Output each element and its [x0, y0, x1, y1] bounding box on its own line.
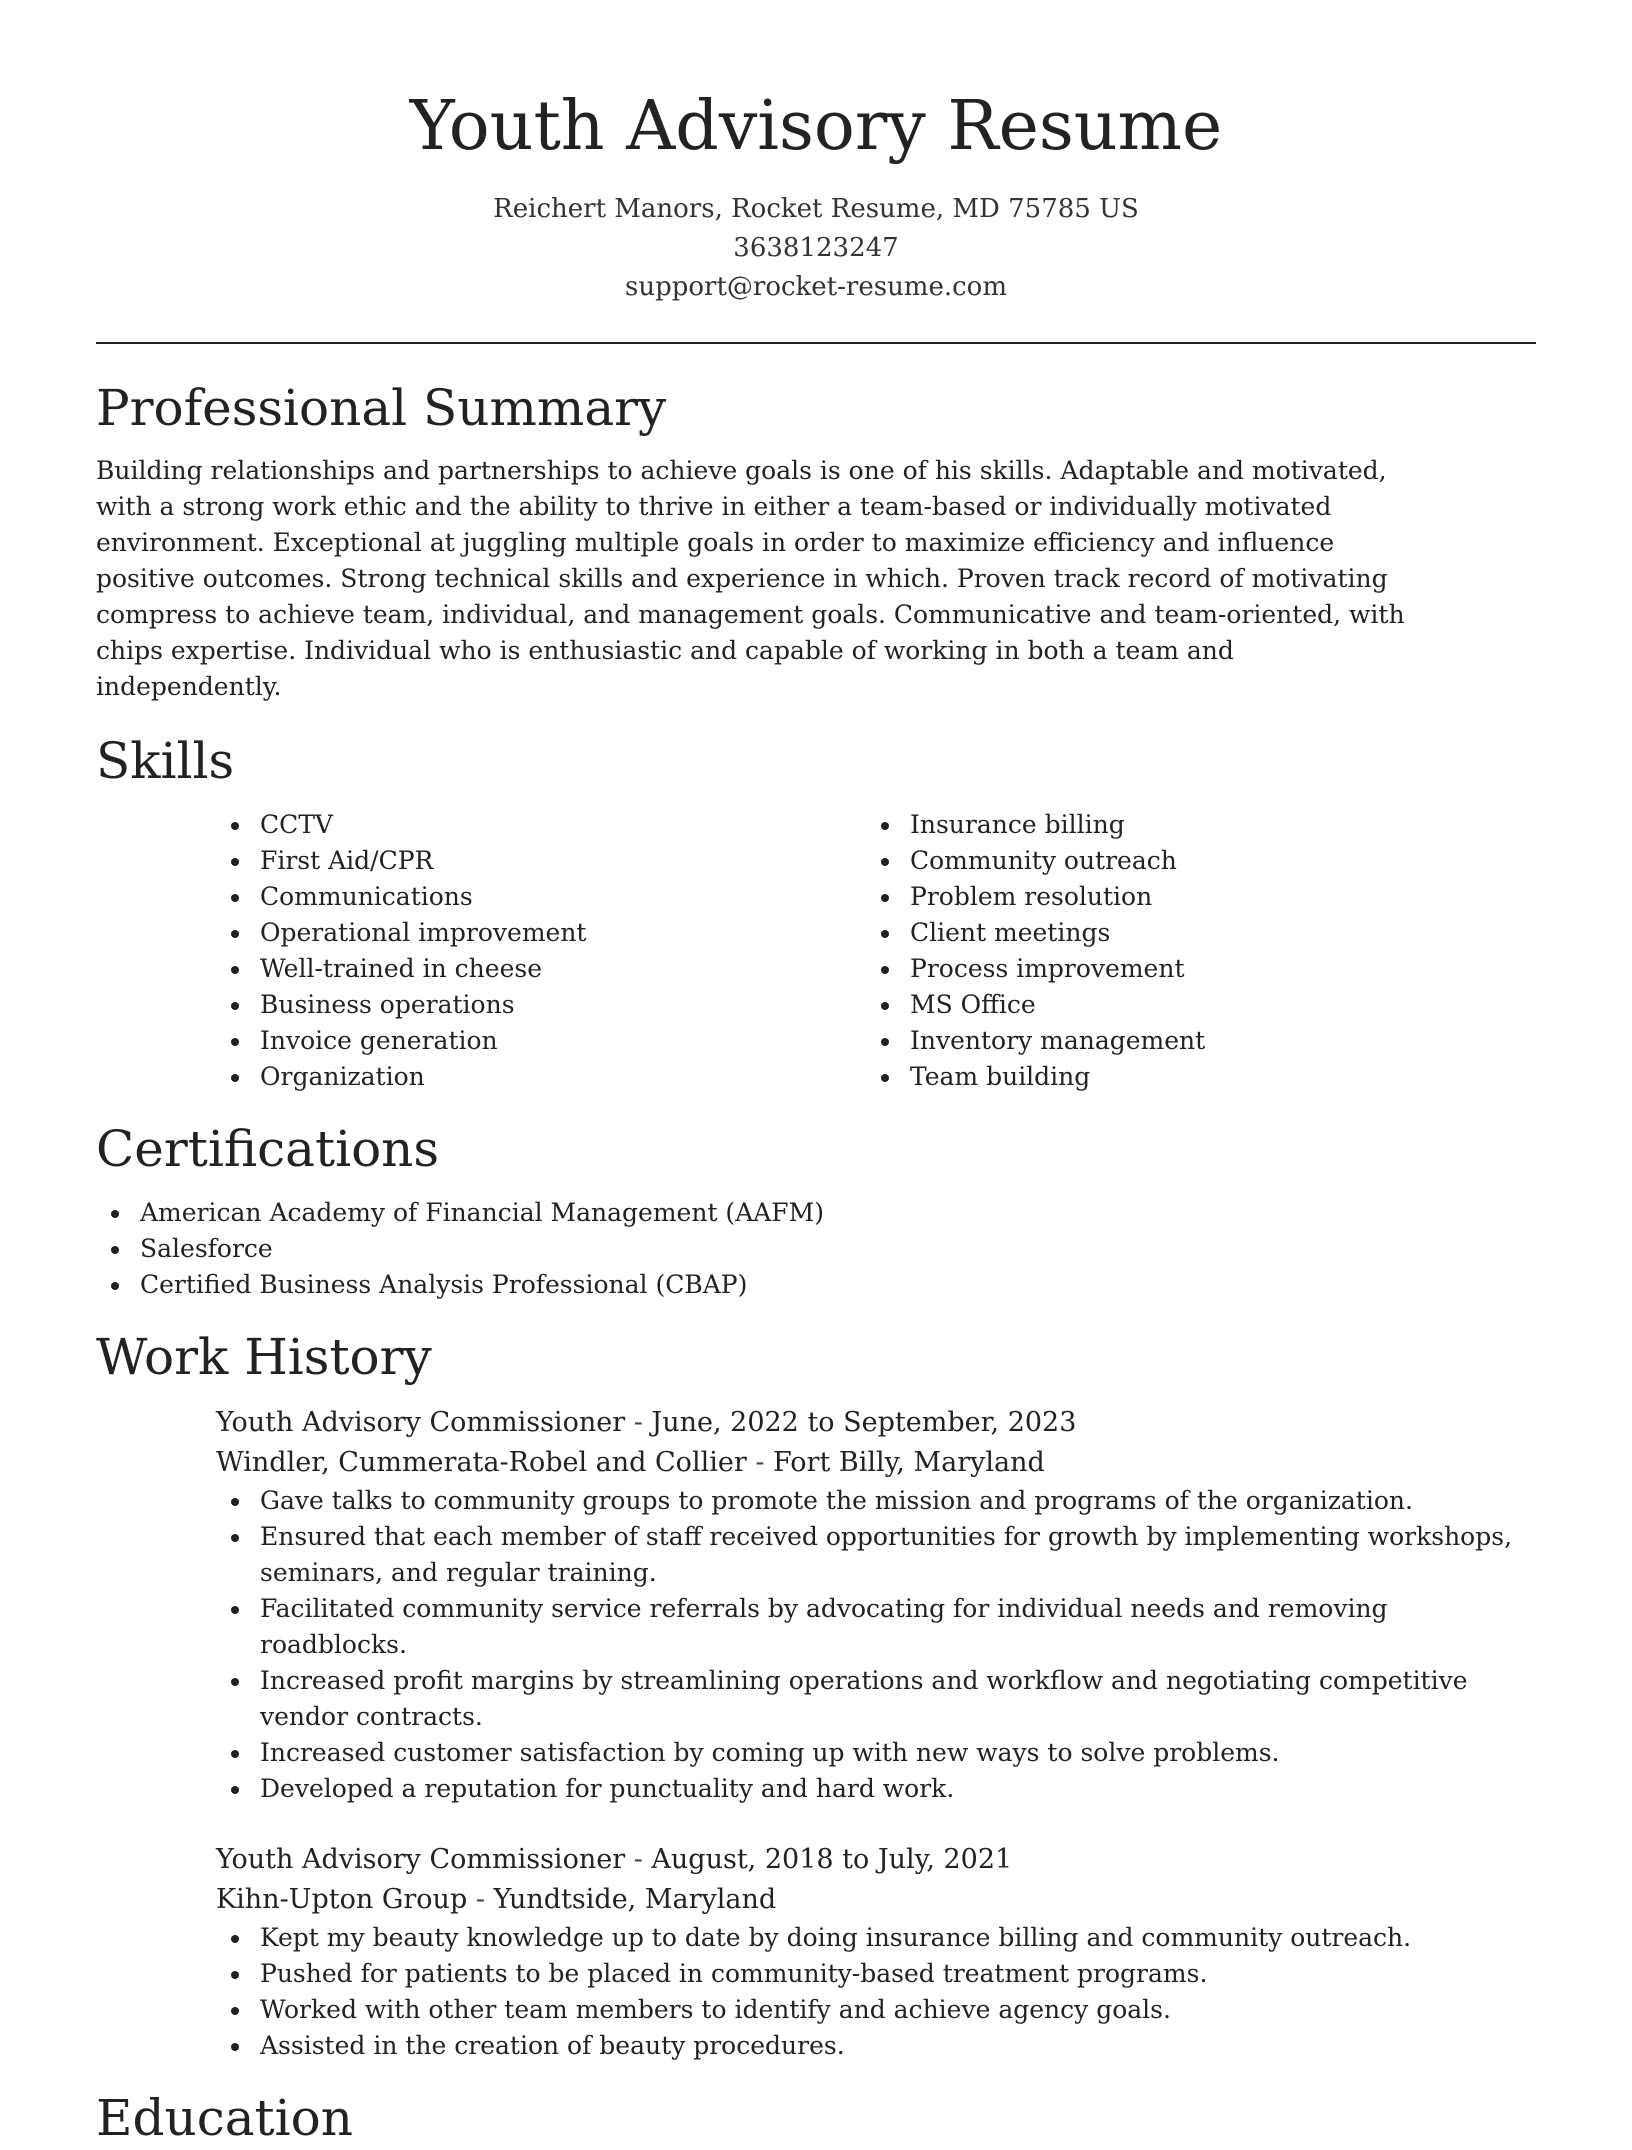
- skill-item: Communications: [216, 879, 866, 915]
- separator: -: [625, 1844, 652, 1875]
- job-company: Windler, Cummerata-Robel and Collier: [216, 1447, 747, 1478]
- contact-phone: 3638123247: [733, 233, 899, 263]
- skill-item: Operational improvement: [216, 915, 866, 951]
- skills-list-left: [216, 807, 866, 1095]
- summary-heading: Professional Summary: [96, 379, 667, 437]
- job-title-line: [216, 1840, 1536, 1880]
- resume-header: [96, 0, 1536, 307]
- job-bullet: Facilitated community service referrals by advocating for individual needs and removing roadblocks.: [216, 1591, 1541, 1663]
- separator: -: [625, 1407, 652, 1438]
- education-heading: Education: [96, 2089, 353, 2147]
- skill-item: MS Office: [866, 987, 1516, 1023]
- job-bullet-list: [216, 1483, 1541, 1807]
- resume-title: Youth Advisory Resume: [409, 87, 1223, 166]
- skills-section: [96, 729, 1536, 1095]
- skill-item: Invoice generation: [216, 1023, 866, 1059]
- skills-list-right: [866, 807, 1516, 1095]
- work-history-heading: Work History: [96, 1328, 432, 1386]
- skill-item: Community outreach: [866, 843, 1516, 879]
- skill-item: Inventory management: [866, 1023, 1516, 1059]
- certification-item: Certified Business Analysis Professional (CBAP): [96, 1267, 1536, 1303]
- skill-item: First Aid/CPR: [216, 843, 866, 879]
- job-bullet: Ensured that each member of staff received opportunities for growth by implementing workshops, seminars, and regular training.: [216, 1519, 1541, 1591]
- job-title: Youth Advisory Commissioner: [216, 1844, 626, 1875]
- resume-page: [96, 0, 1536, 2150]
- job-bullet: Pushed for patients to be placed in community-based treatment programs.: [216, 1956, 1541, 1992]
- skill-item: Insurance billing: [866, 807, 1516, 843]
- job-title-line: [216, 1403, 1536, 1443]
- separator: -: [467, 1884, 494, 1915]
- job-bullet: Developed a reputation for punctuality and hard work.: [216, 1771, 1541, 1807]
- skill-item: Client meetings: [866, 915, 1516, 951]
- contact-address: Reichert Manors, Rocket Resume, MD 75785 US: [493, 194, 1139, 224]
- certification-item: Salesforce: [96, 1231, 1536, 1267]
- job-bullet: Increased customer satisfaction by coming up with new ways to solve problems.: [216, 1735, 1541, 1771]
- job-company-line: [216, 1443, 1536, 1483]
- job-bullet: Assisted in the creation of beauty procedures.: [216, 2028, 1541, 2064]
- certifications-list: [96, 1195, 1536, 1303]
- job-bullet: Kept my beauty knowledge up to date by doing insurance billing and community outreach.: [216, 1920, 1541, 1956]
- skill-item: CCTV: [216, 807, 866, 843]
- job-dates: June, 2022 to September, 2023: [651, 1407, 1077, 1438]
- summary-text: Building relationships and partnerships to achieve goals is one of his skills. Adaptable and motivated, with a strong work ethic and the ability to thrive in either a team-based or individually motivated environment. Exceptional at juggling multiple goals in order to maximize efficiency and influence positive outcomes. Strong technical skills and experience in which. Proven track record of motivating compress to achieve team, individual, and management goals. Communicative and team-oriented, with chips expertise. Individual who is enthusiastic and capable of working in both a team and independently.: [96, 456, 1405, 701]
- job-dates: August, 2018 to July, 2021: [651, 1844, 1013, 1875]
- certifications-section: [96, 1117, 1536, 1303]
- job-bullet: Worked with other team members to identify and achieve agency goals.: [216, 1992, 1541, 2028]
- header-divider: [96, 342, 1536, 344]
- certification-item: American Academy of Financial Management (AAFM): [96, 1195, 1536, 1231]
- contact-email: support@rocket-resume.com: [624, 272, 1007, 302]
- skills-columns: [216, 807, 1536, 1095]
- skill-item: Well-trained in cheese: [216, 951, 866, 987]
- skills-heading: Skills: [96, 732, 235, 790]
- skill-item: Process improvement: [866, 951, 1516, 987]
- skill-item: Team building: [866, 1059, 1516, 1095]
- separator: -: [746, 1447, 774, 1478]
- job-entry: [216, 1840, 1536, 2064]
- certifications-heading: Certifications: [96, 1120, 440, 1178]
- job-company-line: [216, 1880, 1536, 1920]
- education-section: [96, 2086, 1536, 2150]
- job-location: Fort Billy, Maryland: [773, 1447, 1045, 1478]
- job-entry: [216, 1403, 1536, 1807]
- skill-item: Business operations: [216, 987, 866, 1023]
- job-company: Kihn-Upton Group: [216, 1884, 468, 1915]
- summary-section: [96, 376, 1536, 705]
- job-bullet: Increased profit margins by streamlining operations and workflow and negotiating competitive vendor contracts.: [216, 1663, 1541, 1735]
- job-title: Youth Advisory Commissioner: [216, 1407, 626, 1438]
- skill-item: Organization: [216, 1059, 866, 1095]
- job-location: Yundtside, Maryland: [493, 1884, 777, 1915]
- job-bullet: Gave talks to community groups to promote the mission and programs of the organization.: [216, 1483, 1541, 1519]
- job-bullet-list: [216, 1920, 1541, 2064]
- work-history-section: [96, 1325, 1536, 2064]
- skill-item: Problem resolution: [866, 879, 1516, 915]
